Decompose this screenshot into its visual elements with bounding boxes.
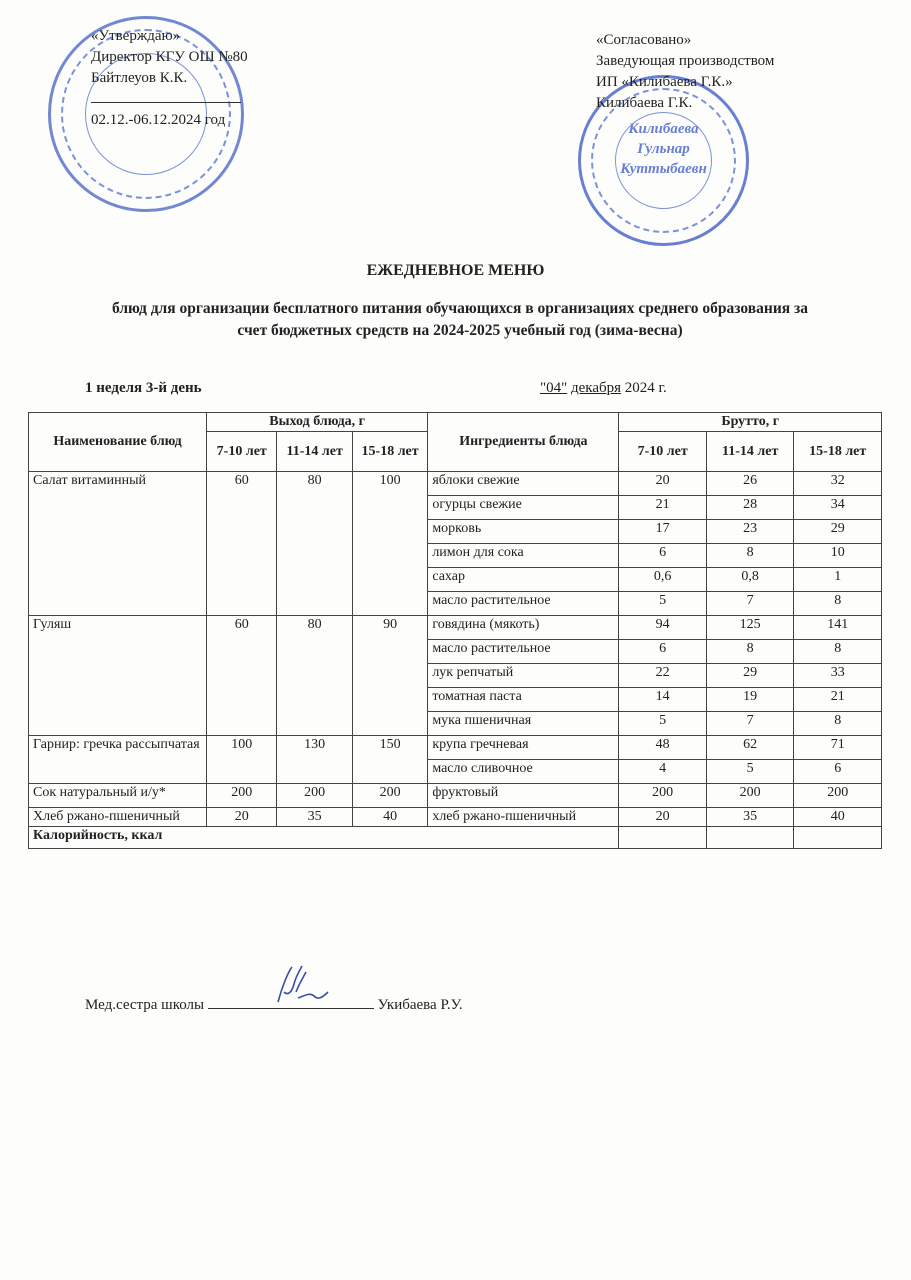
brutto-value: 10	[794, 544, 882, 568]
approval-block	[91, 26, 248, 131]
dish-output: 100	[352, 472, 427, 616]
ingredient-name: мука пшеничная	[428, 712, 619, 736]
dish-output: 90	[352, 616, 427, 736]
brutto-value: 5	[619, 592, 707, 616]
brutto-value: 33	[794, 664, 882, 688]
brutto-value: 1	[794, 568, 882, 592]
brutto-value: 0,8	[706, 568, 794, 592]
week-day: 1 неделя 3-й день	[85, 380, 202, 396]
brutto-value: 4	[619, 760, 707, 784]
brutto-value: 200	[619, 784, 707, 808]
brutto-value: 6	[619, 640, 707, 664]
brutto-value: 28	[706, 496, 794, 520]
date-day: "04"	[540, 380, 568, 396]
nurse-signature-block	[85, 996, 463, 1014]
ingredient-name: фруктовый	[428, 784, 619, 808]
header-brutto: Брутто, г	[619, 413, 882, 432]
brutto-value: 0,6	[619, 568, 707, 592]
calories-label: Калорийность, ккал	[29, 827, 619, 849]
header-brutto-age: 11-14 лет	[706, 432, 794, 472]
brutto-value: 141	[794, 616, 882, 640]
date-year: 2024 г.	[624, 380, 667, 396]
brutto-value: 8	[794, 640, 882, 664]
brutto-value: 5	[619, 712, 707, 736]
dish-output: 80	[277, 616, 352, 736]
document-title: ЕЖЕДНЕВНОЕ МЕНЮ	[366, 262, 545, 279]
stamp-text-line3: Куттыбаевн	[620, 161, 707, 177]
ingredient-name: крупа гречневая	[428, 736, 619, 760]
table-row	[29, 472, 882, 496]
brutto-value: 8	[794, 712, 882, 736]
calories-value	[706, 827, 794, 849]
dish-output: 150	[352, 736, 427, 784]
brutto-value: 40	[794, 808, 882, 827]
dish-output: 20	[207, 808, 277, 827]
approval-position: Директор КГУ ОШ №80	[91, 49, 248, 65]
nurse-name: Укибаева Р.У.	[377, 997, 463, 1013]
table-row	[29, 808, 882, 827]
signature-icon	[270, 962, 330, 1012]
approval-signature-line	[91, 92, 241, 103]
brutto-value: 20	[619, 472, 707, 496]
brutto-value: 19	[706, 688, 794, 712]
brutto-value: 29	[706, 664, 794, 688]
approval-name: Байтлеуов К.К.	[91, 70, 188, 86]
brutto-value: 22	[619, 664, 707, 688]
brutto-value: 71	[794, 736, 882, 760]
header-output-age: 15-18 лет	[352, 432, 427, 472]
dish-name: Салат витаминный	[29, 472, 207, 616]
brutto-value: 17	[619, 520, 707, 544]
dish-output: 35	[277, 808, 352, 827]
approval-period: 02.12.-06.12.2024 год	[91, 112, 226, 128]
stamp-text-line2: Гульнар	[637, 141, 690, 157]
menu-table	[28, 412, 882, 849]
agreement-name: Килибаева Г.К.	[596, 95, 693, 111]
brutto-value: 7	[706, 592, 794, 616]
dish-output: 80	[277, 472, 352, 616]
brutto-value: 21	[619, 496, 707, 520]
dish-name: Гарнир: гречка рассыпчатая	[29, 736, 207, 784]
brutto-value: 32	[794, 472, 882, 496]
brutto-value: 8	[706, 544, 794, 568]
agreement-position: Заведующая производством	[596, 53, 775, 69]
stamp-text-line1: Килибаева	[628, 121, 699, 137]
signature-line	[208, 996, 374, 1009]
dish-output: 60	[207, 616, 277, 736]
brutto-value: 26	[706, 472, 794, 496]
ingredient-name: томатная паста	[428, 688, 619, 712]
dish-name: Гуляш	[29, 616, 207, 736]
dish-output: 200	[352, 784, 427, 808]
dish-output: 60	[207, 472, 277, 616]
brutto-value: 200	[706, 784, 794, 808]
table-row	[29, 736, 882, 760]
agreement-heading: «Согласовано»	[596, 32, 692, 48]
brutto-value: 200	[794, 784, 882, 808]
document-subtitle: блюд для организации бесплатного питания обучающихся в организациях среднего образования за счет бюджетных средств на 2024-2025 учебный год (зима-весна)	[111, 300, 809, 339]
table-row	[29, 784, 882, 808]
approval-heading: «Утверждаю»	[91, 28, 181, 44]
ingredient-name: масло растительное	[428, 640, 619, 664]
brutto-value: 48	[619, 736, 707, 760]
ingredient-name: огурцы свежие	[428, 496, 619, 520]
brutto-value: 6	[794, 760, 882, 784]
brutto-value: 62	[706, 736, 794, 760]
dish-output: 130	[277, 736, 352, 784]
ingredient-name: яблоки свежие	[428, 472, 619, 496]
dish-name: Сок натуральный и/у*	[29, 784, 207, 808]
ingredient-name: лук репчатый	[428, 664, 619, 688]
nurse-role: Мед.сестра школы	[85, 997, 205, 1013]
dish-output: 40	[352, 808, 427, 827]
brutto-value: 23	[706, 520, 794, 544]
table-row	[29, 616, 882, 640]
brutto-value: 6	[619, 544, 707, 568]
date-month: декабря	[571, 380, 622, 396]
brutto-value: 35	[706, 808, 794, 827]
calories-value	[794, 827, 882, 849]
header-dish-name: Наименование блюд	[29, 413, 207, 472]
calories-value	[619, 827, 707, 849]
brutto-value: 8	[794, 592, 882, 616]
calories-row	[29, 827, 882, 849]
menu-date	[540, 380, 667, 397]
header-output-age: 11-14 лет	[277, 432, 352, 472]
brutto-value: 5	[706, 760, 794, 784]
brutto-value: 29	[794, 520, 882, 544]
ingredient-name: морковь	[428, 520, 619, 544]
ingredient-name: хлеб ржано-пшеничный	[428, 808, 619, 827]
ingredient-name: лимон для сока	[428, 544, 619, 568]
brutto-value: 125	[706, 616, 794, 640]
dish-output: 200	[277, 784, 352, 808]
header-ingredients: Ингредиенты блюда	[428, 413, 619, 472]
dish-output: 100	[207, 736, 277, 784]
dish-output: 200	[207, 784, 277, 808]
brutto-value: 8	[706, 640, 794, 664]
ingredient-name: сахар	[428, 568, 619, 592]
dish-name: Хлеб ржано-пшеничный	[29, 808, 207, 827]
header-output: Выход блюда, г	[207, 413, 428, 432]
brutto-value: 20	[619, 808, 707, 827]
agreement-org: ИП «Килибаева Г.К.»	[596, 74, 733, 90]
brutto-value: 14	[619, 688, 707, 712]
brutto-value: 94	[619, 616, 707, 640]
ingredient-name: говядина (мякоть)	[428, 616, 619, 640]
agreement-block	[596, 30, 774, 114]
brutto-value: 21	[794, 688, 882, 712]
ingredient-name: масло растительное	[428, 592, 619, 616]
ingredient-name: масло сливочное	[428, 760, 619, 784]
header-brutto-age: 15-18 лет	[794, 432, 882, 472]
brutto-value: 7	[706, 712, 794, 736]
brutto-value: 34	[794, 496, 882, 520]
header-output-age: 7-10 лет	[207, 432, 277, 472]
header-brutto-age: 7-10 лет	[619, 432, 707, 472]
